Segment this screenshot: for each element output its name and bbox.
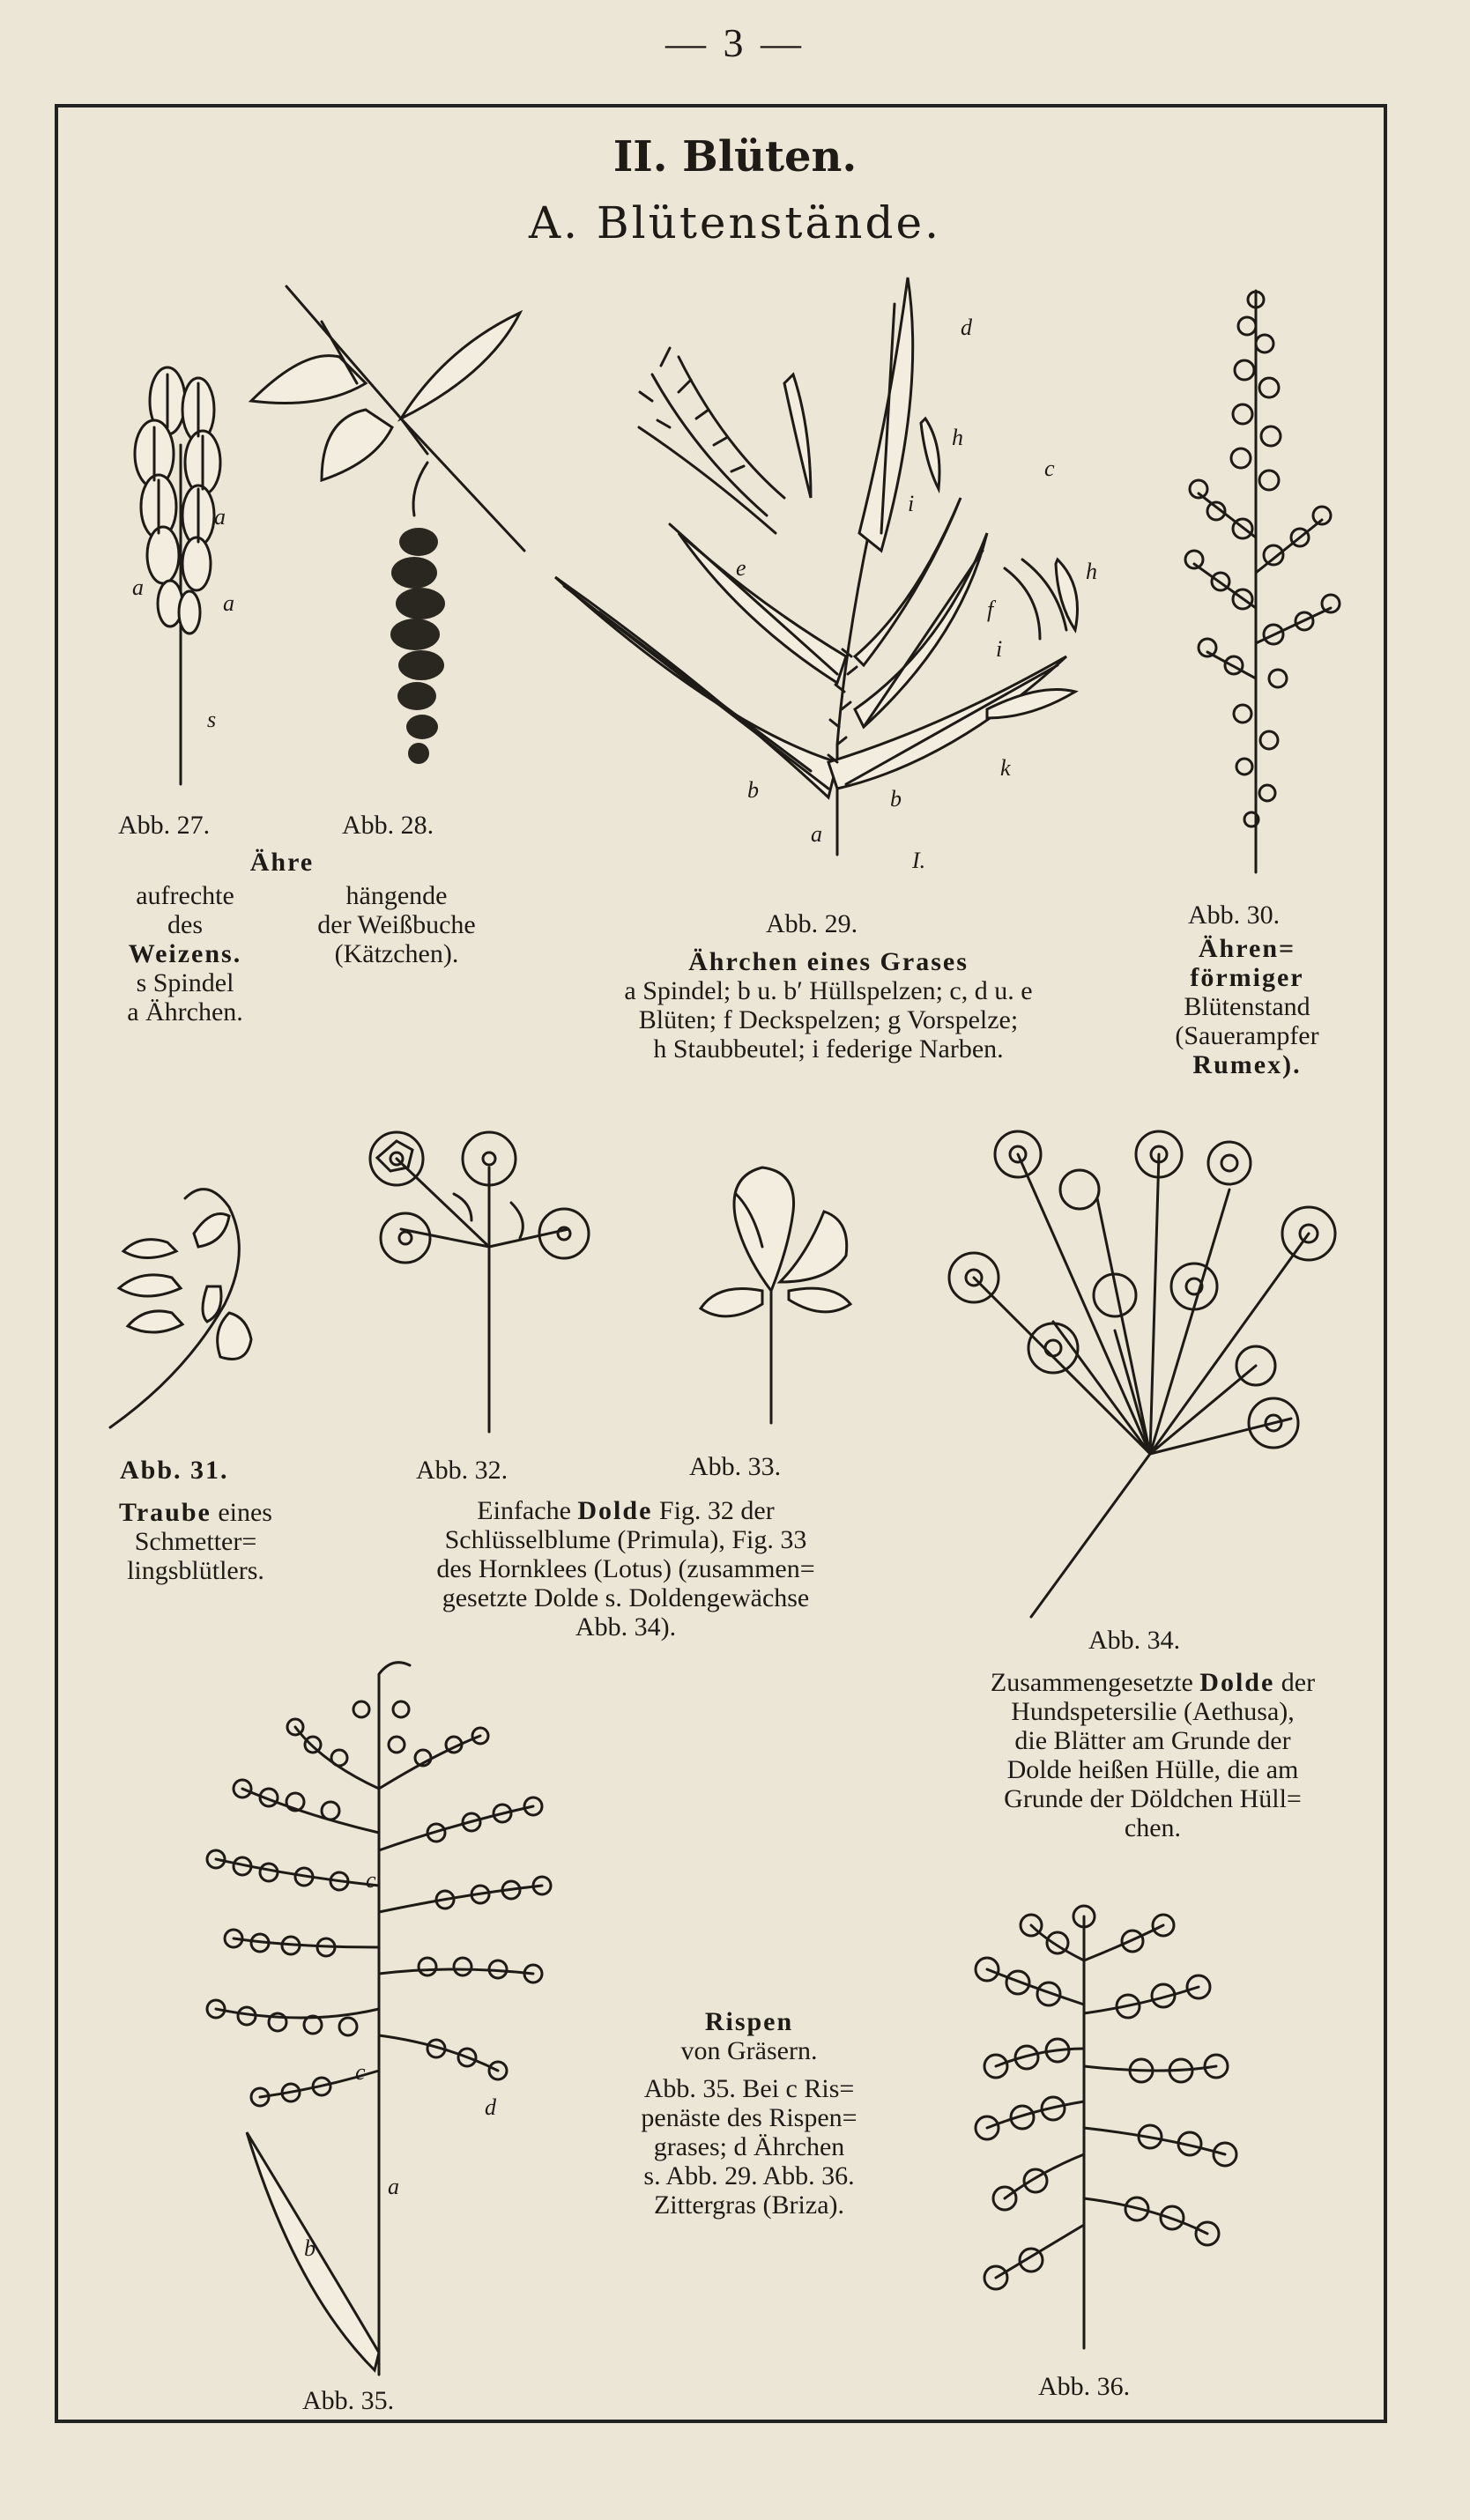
caption-line: von Gräsern. (680, 2036, 818, 2065)
caption-line: chen. (1124, 1813, 1182, 1842)
caption-line: des (167, 910, 203, 939)
svg-text:b: b (890, 786, 902, 812)
svg-text:h: h (1086, 559, 1097, 584)
figure-label-abb36: Abb. 36. (1038, 2372, 1131, 2401)
figure-label-abb28: Abb. 28. (342, 811, 434, 840)
wheat-ear-illustration (84, 339, 260, 797)
page-number: — 3 — (665, 20, 805, 65)
figure-label-abb32: Abb. 32. (416, 1456, 509, 1485)
caption-line (941, 1668, 1364, 1697)
caption-heading: förmiger (1190, 963, 1304, 992)
caption-line: Abb. 34). (575, 1612, 677, 1642)
svg-text:a: a (223, 590, 234, 616)
caption-heading: Dolde (577, 1496, 653, 1525)
caption-line: s. Abb. 29. Abb. 36. (643, 2161, 855, 2190)
svg-text:a: a (214, 504, 226, 530)
svg-text:i: i (908, 491, 915, 516)
caption-line: Zittergras (Briza). (653, 2190, 845, 2220)
svg-text:d: d (961, 315, 972, 340)
caption-line: Blüten; f Deckspelzen; g Vorspelze; (638, 1005, 1019, 1034)
figure-label-abb29: Abb. 29. (766, 909, 858, 938)
caption-line: die Blätter am Grunde der (1014, 1726, 1291, 1755)
svg-text:k: k (1000, 755, 1011, 781)
caption-line: des Hornklees (Lotus) (zusammen= (436, 1554, 815, 1583)
svg-text:I.: I. (912, 848, 926, 873)
caption-line: Dolde heißen Hülle, die am (1006, 1755, 1299, 1784)
caption-line: Weizens. (128, 939, 242, 968)
raceme-illustration (106, 1181, 273, 1436)
caption-hornbeam (282, 881, 511, 968)
svg-text:a: a (388, 2174, 399, 2199)
caption-line: (Sauerampfer (1175, 1021, 1319, 1050)
hornbeam-catkin-illustration (251, 286, 542, 780)
section-subtitle: A. Blütenstände. (529, 197, 941, 248)
caption-text: Einfache (477, 1496, 578, 1525)
svg-text:c: c (355, 2059, 366, 2085)
caption-line: a Spindel; b u. b′ Hüllspelzen; c, d u. e (624, 976, 1033, 1005)
figure-label-abb30: Abb. 30. (1188, 901, 1281, 930)
caption-heading: Ährchen eines Grases (688, 947, 969, 976)
figure-label-abb27: Abb. 27. (118, 811, 211, 840)
caption-line: gesetzte Dolde s. Doldengewächse (442, 1583, 810, 1612)
caption-heading: Ähren= (1198, 934, 1296, 963)
figure-label-abb34: Abb. 34. (1088, 1626, 1181, 1655)
caption-heading-aehre: Ähre (249, 848, 315, 877)
caption-line: lingsblütlers. (127, 1556, 264, 1585)
svg-text:e: e (736, 555, 746, 581)
figure-label-abb33: Abb. 33. (689, 1452, 782, 1481)
compound-umbel-illustration (939, 1119, 1362, 1621)
svg-text:c: c (1044, 456, 1055, 481)
sorrel-spike-illustration (1146, 273, 1362, 872)
caption-text: Zusammengesetzte (990, 1668, 1200, 1697)
grass-spikelet-illustration (546, 269, 1110, 877)
caption-line (370, 1496, 881, 1525)
caption-text: Fig. 32 der (652, 1496, 775, 1525)
svg-text:s: s (207, 707, 217, 732)
caption-grass-spikelet (520, 947, 1137, 1064)
svg-text:d: d (485, 2094, 496, 2120)
caption-heading: Rispen (704, 2007, 794, 2036)
caption-line: Schmetter= (134, 1527, 257, 1556)
svg-text:i: i (996, 636, 1003, 662)
caption-panicles (599, 2007, 899, 2220)
caption-line: aufrechte (136, 881, 234, 910)
caption-heading: Dolde (1199, 1668, 1275, 1697)
caption-line: h Staubbeutel; i federige Narben. (653, 1034, 1004, 1064)
grass-panicle-illustration (181, 1657, 568, 2379)
svg-text:c: c (366, 1867, 376, 1893)
caption-text: der (1274, 1668, 1316, 1697)
caption-wheat-ear (84, 881, 286, 1027)
svg-text:a: a (811, 821, 822, 847)
figure-label-abb31: Abb. 31. (120, 1456, 229, 1485)
caption-sorrel (1141, 934, 1353, 1079)
caption-line: hängende (345, 881, 448, 910)
svg-text:b: b (747, 777, 759, 803)
section-title: II. Blüten. (612, 132, 858, 182)
svg-text:h: h (952, 425, 963, 450)
figure-label-abb35: Abb. 35. (302, 2386, 395, 2415)
spacer (599, 2065, 899, 2074)
caption-line: a Ährchen. (127, 997, 243, 1027)
lotus-umbel-illustration (674, 1167, 868, 1423)
caption-compound-umbel (941, 1668, 1364, 1842)
caption-line: grases; d Ährchen (653, 2132, 845, 2161)
caption-line: Grunde der Döldchen Hüll= (1004, 1784, 1302, 1813)
caption-simple-umbel (370, 1496, 881, 1642)
caption-line: Blütenstand (1184, 992, 1310, 1021)
caption-line: (Kätzchen). (334, 939, 459, 968)
svg-text:f: f (987, 597, 994, 622)
caption-line: Rumex). (1192, 1050, 1302, 1079)
primula-umbel-illustration (357, 1115, 595, 1432)
caption-line: der Weißbuche (317, 910, 476, 939)
caption-raceme (81, 1498, 310, 1585)
caption-line: Abb. 35. Bei c Ris= (643, 2074, 855, 2103)
quaking-grass-illustration (952, 1890, 1287, 2348)
svg-text:b: b (304, 2235, 316, 2261)
caption-text: eines (211, 1498, 272, 1527)
caption-line: Hundspetersilie (Aethusa), (1011, 1697, 1295, 1726)
caption-line: penäste des Rispen= (641, 2103, 858, 2132)
caption-line: s Spindel (136, 968, 234, 997)
svg-text:a: a (132, 574, 144, 600)
caption-line: Schlüsselblume (Primula), Fig. 33 (444, 1525, 807, 1554)
caption-line (81, 1498, 310, 1527)
caption-heading: Traube (119, 1498, 212, 1527)
